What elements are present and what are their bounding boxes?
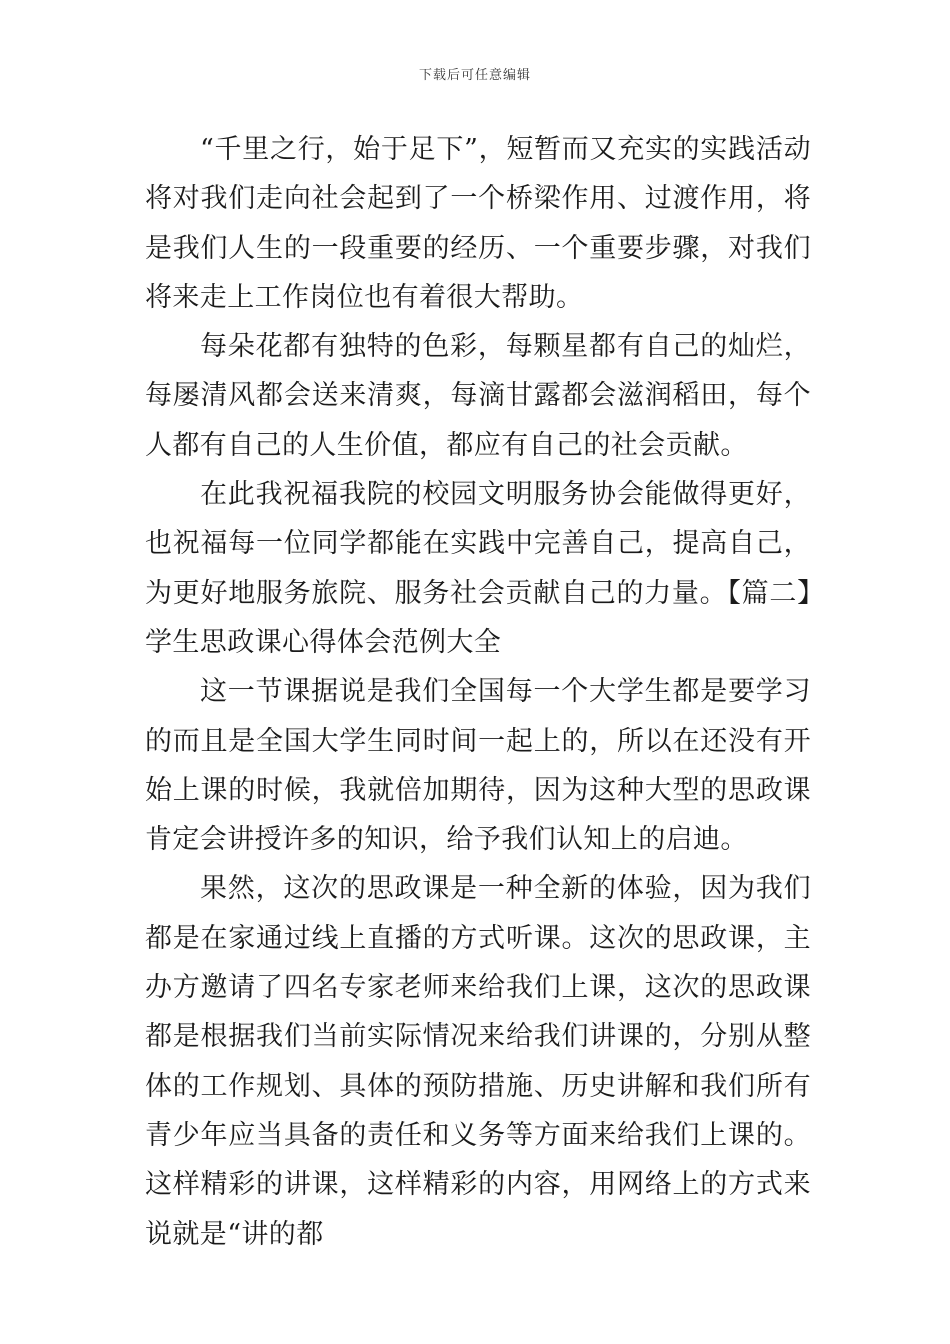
paragraph-4: 这一节课据说是我们全国每一个大学生都是要学习的而且是全国大学生同时间一起上的，所以在还没有开始上课的时候，我就倍加期待，因为这种大型的思政课肯定会讲授许多的知识，给予我们认知上的启迪。 — [145, 676, 811, 856]
paragraph-2: 每朵花都有独特的色彩，每颗星都有自己的灿烂，每屡清风都会送来清爽，每滴甘露都会滋润稻田，每个人都有自己的人生价值，都应有自己的社会贡献。 — [145, 331, 811, 461]
document-body — [145, 125, 811, 1259]
paragraph-1: “千里之行，始于足下”，短暂而又充实的实践活动将对我们走向社会起到了一个桥梁作用、过渡作用，将是我们人生的一段重要的经历、一个重要步骤，对我们将来走上工作岗位也有着很大帮助。 — [145, 134, 811, 313]
paragraph-3: 在此我祝福我院的校园文明服务协会能做得更好，也祝福每一位同学都能在实践中完善自己，提高自己，为更好地服务旅院、服务社会贡献自己的力量。【篇二】学生思政课心得体会范例大全 — [145, 479, 811, 658]
page-header: 下载后可任意编辑 — [418, 68, 531, 83]
paragraph-5: 果然，这次的思政课是一种全新的体验，因为我们都是在家通过线上直播的方式听课。这次的思政课，主办方邀请了四名专家老师来给我们上课，这次的思政课都是根据我们当前实际情况来给我们讲课的，分别从整体的工作规划、具体的预防措施、历史讲解和我们所有青少年应当具备的责任和义务等方面来给我们上课的。这样精彩的讲课，这样精彩的内容，用网络上的方式来说就是“讲的都 — [145, 873, 811, 1250]
